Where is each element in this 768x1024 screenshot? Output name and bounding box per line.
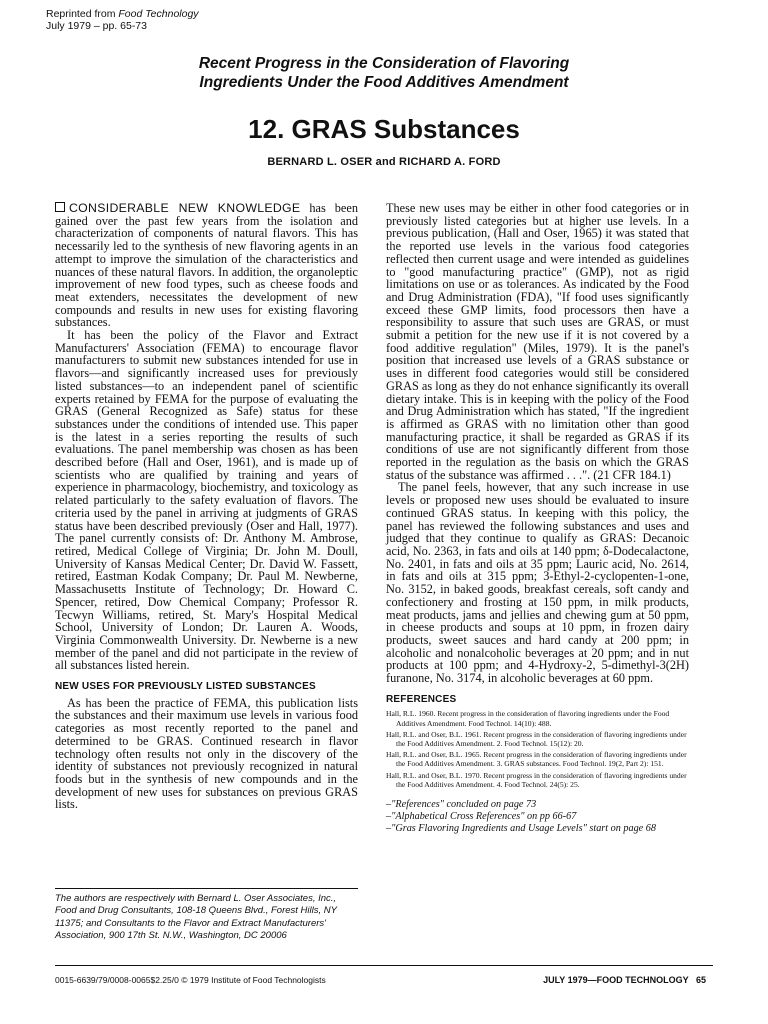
lead-words: CONSIDERABLE NEW KNOWLEDGE: [69, 201, 301, 215]
paragraph-gmp: These new uses may be either in other food categories or in previously listed categories but at higher use levels. In a previous publication, (Hall and Oser, 1965) it was stated that the reported use levels in the various food categories reflected then current usage and were intended as guidelines to "good manufacturing practice" (GMP), not as rigid limitations on use or as tolerances. As indicated by the Food and Drug Administration (FDA), "If food uses significantly exceed these GMP limits, food processors then have a responsibility to assure that such uses are GRAS, or must submit a petition for the new use if it is not covered by a food additive regulation" (Miles, 1979). It is the panel's position that increased use levels of a GRAS substance or uses in different food categories would still be considered GRAS as long as they do not enhance significantly its overall dietary intake. This is in keeping with the policy of the Food and Drug Administration which has stated, "If the ingredient is affirmed as GRAS with no limitation other than good manufacturing practice, it shall be regarded as GRAS if its conditions of use are not significantly different from those reported in the regulation as the basis on which the GRAS status of the substance was affirmed . . .". (21 CFR 184.1): [386, 201, 689, 482]
article-authors: BERNARD L. OSER and RICHARD A. FORD: [267, 156, 501, 168]
paragraph-new-uses: As has been the practice of FEMA, this publication lists the substances and their maximum use levels in various food categories as most recently reported to the panel and determined to be GRAS. Continued research in flavor technology often results not only in the discovery of the identity of substances not previously recognized in natural foods but in the synthesis of new compounds and in the development of new uses for substances on previous GRAS lists.: [55, 695, 358, 812]
series-title-line-2: Ingredients Under the Food Additives Amendment: [199, 74, 569, 91]
article-title: 12. GRAS Substances: [248, 114, 520, 144]
left-column: [55, 202, 358, 811]
reprint-note: [46, 8, 199, 32]
cross-references: [386, 799, 689, 835]
reprint-source: Food Technology: [118, 8, 199, 20]
series-title: [0, 54, 768, 92]
reference-item: Hall, R.L. 1960. Recent progress in the consideration of flavoring ingredients under the Food Additives Amendment. Food Technol. 14(10): 488.: [386, 709, 670, 728]
paragraph-panel-review: The panel feels, however, that any such increase in use levels or proposed new uses should be evaluated to insure continued GRAS status. In keeping with this policy, the panel has reviewed the following substances and uses and judged that they continue to qualify as GRAS: Decanoic acid, No. 2363, in fats and oils at 140 ppm; δ-Dodecalactone, No. 2401, in fats and oils at 35 ppm; Lauric acid, No. 2614, in fats and oils at 315 ppm; 3-Ethyl-2-cyclopenten-1-one, No. 3152, in baked goods, breakfast cereals, soft candy and confectionery and frosting at 150 ppm, in milk products, meat products, jams and jellies and chewing gum at 50 ppm, in cheese products and soups at 10 ppm, in frozen dairy products, sweet sauces and hard candy at 200 ppm; in alcoholic and nonalcoholic beverages at 20 ppm; and in nut products at 100 ppm; and 4-Hydroxy-2, 5-dimethyl-3(2H) furanone, No. 3174, in alcoholic beverages at 60 ppm.: [386, 480, 689, 686]
right-column: [386, 202, 689, 835]
reprint-line-1: Reprinted from Food Technology: [46, 8, 199, 20]
references-list: [386, 709, 689, 789]
paragraph-fema-policy: It has been the policy of the Flavor and Extract Manufacturers' Association (FEMA) to encourage flavor manufacturers to submit new substances intended for use in flavors—and significantly increased uses for previously listed substances—to an independent panel of scientific experts retained by FEMA for the purpose of evaluating the GRAS (General Recognized as Safe) status for these substances under the conditions of intended use. This paper is the latest in a series reporting the results of such evaluations. The panel membership was chosen as has been described before (Hall and Oser, 1961), and is made up of scientists who are qualified by training and years of experience in pharmacology, biochemistry, and toxicology as related particularly to the safety evaluation of flavors. The criteria used by the panel in arriving at judgments of GRAS status have been described previously (Oser and Hall, 1977). The panel currently consists of: Dr. Anthony M. Ambrose, retired, Medical College of Virginia; Dr. John M. Doull, University of Kansas Medical Center; Dr. David W. Fassett, retired, Eastman Kodak Company; Dr. Paul M. Newberne, Massachusetts Institute of Technology; Dr. Howard C. Spencer, retired, Dow Chemical Company; Professor R. Tecwyn Williams, retired, St. Mary's Hospital Medical School, University of London; Dr. Lauren A. Woods, Virginia Commonwealth University. Dr. Newberne is a new member of the panel and did not participate in the review of all substances listed herein.: [55, 328, 358, 673]
square-bullet-icon: [55, 202, 65, 212]
section-heading: NEW USES FOR PREVIOUSLY LISTED SUBSTANCES: [55, 681, 316, 693]
reference-item: Hall, R.L. and Oser, B.L. 1961. Recent progress in the consideration of flavoring ingredients under the Food Additives Amendment. 2. Food Technol. 15(12): 20.: [386, 729, 687, 749]
paragraph-intro: CONSIDERABLE NEW KNOWLEDGE has been gained over the past few years from the isolation and characterization of components of natural flavors. This has necessarily led to the synthesis of new flavoring agents in an attempt to improve the simulation of the characteristics and nuances of these natural flavors. In addition, the organoleptic improvement of new food types, such as cheese foods and meat extenders, necessitates the development of new compounds and results in new uses for existing flavoring substances.: [55, 201, 358, 330]
author-affiliation-footnote: The authors are respectively with Bernard L. Oser Associates, Inc., Food and Drug Consultants, 108-18 Queens Blvd., Forest Hills, NY 11375; and Consultants to the Flavor and Extract Manufacturers' Association, 900 17th St. N.W., Washington, DC 20006: [55, 888, 358, 942]
reference-item: Hall, R.L. and Oser, B.L. 1970. Recent progress in the consideration of flavoring ingredients under the Food Additives Amendment. 4. Food Technol. 24(5): 25.: [386, 770, 687, 789]
footer-rule: [55, 965, 713, 966]
cross-reference-item: –"Gras Flavoring Ingredients and Usage Levels" start on page 68: [386, 823, 656, 835]
series-title-line-1: Recent Progress in the Consideration of Flavoring: [198, 55, 570, 72]
reference-item: Hall, R.L. and Oser, B.L. 1965. Recent progress in the consideration of flavoring ingredients under the Food Additives Amendment. 3. GRAS substances. Food Technol. 19(2, Part 2): 151.: [386, 750, 687, 769]
cross-reference-item: –"Alphabetical Cross References" on pp 66-67: [386, 811, 577, 823]
footer-journal-page: JULY 1979—FOOD TECHNOLOGY 65: [543, 975, 706, 985]
footer-copyright: 0015-6639/79/0008-0065$2.25/0 © 1979 Institute of Food Technologists: [55, 975, 326, 985]
reprint-line-2: July 1979 – pp. 65-73: [46, 20, 147, 32]
references-heading: REFERENCES: [386, 693, 457, 705]
cross-reference-item: –"References" concluded on page 73: [386, 799, 537, 811]
